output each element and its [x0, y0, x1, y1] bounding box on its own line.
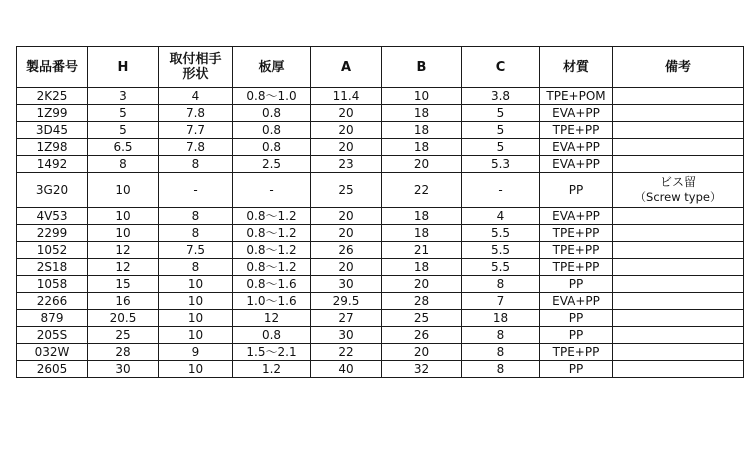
cell-product-number: 2299	[17, 225, 88, 242]
cell-remarks	[613, 327, 744, 344]
cell-c: 8	[462, 276, 540, 293]
cell-material: TPE+PP	[540, 122, 613, 139]
cell-a: 20	[311, 122, 382, 139]
cell-a: 22	[311, 344, 382, 361]
cell-c: 5.5	[462, 259, 540, 276]
cell-plate-thickness: 12	[233, 310, 311, 327]
cell-h: 25	[88, 327, 159, 344]
cell-material: EVA+PP	[540, 105, 613, 122]
cell-c: 18	[462, 310, 540, 327]
table-row	[17, 344, 744, 361]
cell-mounting-shape: 7.8	[159, 139, 233, 156]
cell-c: 5	[462, 105, 540, 122]
cell-remarks	[613, 361, 744, 378]
table-row	[17, 173, 744, 208]
header-mounting-shape-line: 形状	[182, 67, 209, 82]
table-row	[17, 122, 744, 139]
cell-h: 16	[88, 293, 159, 310]
cell-h: 15	[88, 276, 159, 293]
cell-product-number: 2605	[17, 361, 88, 378]
cell-mounting-shape: 7.7	[159, 122, 233, 139]
cell-plate-thickness: 1.2	[233, 361, 311, 378]
table-row	[17, 327, 744, 344]
cell-plate-thickness: 0.8～1.2	[233, 208, 311, 225]
cell-material: TPE+PP	[540, 242, 613, 259]
cell-material: TPE+POM	[540, 88, 613, 105]
cell-b: 10	[382, 88, 462, 105]
cell-material: PP	[540, 310, 613, 327]
cell-product-number: 3G20	[17, 173, 88, 208]
cell-product-number: 1052	[17, 242, 88, 259]
cell-a: 27	[311, 310, 382, 327]
cell-h: 5	[88, 122, 159, 139]
product-spec-table	[16, 46, 744, 378]
cell-h: 12	[88, 242, 159, 259]
cell-c: 4	[462, 208, 540, 225]
table-row	[17, 208, 744, 225]
header-a: A	[311, 47, 382, 88]
cell-b: 18	[382, 139, 462, 156]
cell-c: 8	[462, 344, 540, 361]
cell-product-number: 1Z98	[17, 139, 88, 156]
table-row	[17, 259, 744, 276]
cell-a: 11.4	[311, 88, 382, 105]
cell-plate-thickness: 0.8	[233, 105, 311, 122]
table-row	[17, 293, 744, 310]
cell-mounting-shape: 8	[159, 208, 233, 225]
cell-b: 20	[382, 276, 462, 293]
cell-remarks	[613, 293, 744, 310]
cell-plate-thickness: 0.8～1.2	[233, 225, 311, 242]
cell-plate-thickness: 2.5	[233, 156, 311, 173]
cell-product-number: 3D45	[17, 122, 88, 139]
cell-b: 26	[382, 327, 462, 344]
cell-remarks	[613, 208, 744, 225]
cell-c: 5.5	[462, 225, 540, 242]
cell-remarks	[613, 156, 744, 173]
cell-c: 5.5	[462, 242, 540, 259]
cell-remarks	[613, 225, 744, 242]
cell-product-number: 1492	[17, 156, 88, 173]
cell-mounting-shape: 7.5	[159, 242, 233, 259]
cell-remarks	[613, 105, 744, 122]
table-row	[17, 361, 744, 378]
cell-plate-thickness: 1.5～2.1	[233, 344, 311, 361]
cell-b: 20	[382, 344, 462, 361]
cell-c: 5	[462, 139, 540, 156]
cell-remarks	[613, 259, 744, 276]
header-mounting-shape-line: 取付相手	[169, 52, 222, 67]
header-remarks: 備考	[613, 47, 744, 88]
cell-a: 26	[311, 242, 382, 259]
cell-h: 28	[88, 344, 159, 361]
cell-product-number: 2K25	[17, 88, 88, 105]
cell-b: 28	[382, 293, 462, 310]
cell-remarks	[613, 139, 744, 156]
cell-plate-thickness: 0.8	[233, 122, 311, 139]
cell-mounting-shape: 10	[159, 310, 233, 327]
cell-h: 10	[88, 208, 159, 225]
cell-b: 20	[382, 156, 462, 173]
cell-plate-thickness: 0.8	[233, 139, 311, 156]
cell-c: 5.3	[462, 156, 540, 173]
cell-product-number: 1058	[17, 276, 88, 293]
cell-a: 29.5	[311, 293, 382, 310]
cell-material: EVA+PP	[540, 293, 613, 310]
cell-material: PP	[540, 361, 613, 378]
cell-a: 40	[311, 361, 382, 378]
header-row	[17, 47, 744, 88]
cell-remarks	[613, 122, 744, 139]
cell-plate-thickness: 1.0～1.6	[233, 293, 311, 310]
table-row	[17, 139, 744, 156]
cell-material: EVA+PP	[540, 156, 613, 173]
cell-a: 20	[311, 259, 382, 276]
cell-plate-thickness: -	[233, 173, 311, 208]
cell-h: 10	[88, 173, 159, 208]
cell-plate-thickness: 0.8～1.2	[233, 242, 311, 259]
table-row	[17, 105, 744, 122]
cell-mounting-shape: 8	[159, 259, 233, 276]
cell-c: 8	[462, 327, 540, 344]
cell-product-number: 2S18	[17, 259, 88, 276]
cell-mounting-shape: 4	[159, 88, 233, 105]
cell-a: 30	[311, 276, 382, 293]
cell-remarks	[613, 276, 744, 293]
cell-material: EVA+PP	[540, 208, 613, 225]
cell-material: TPE+PP	[540, 259, 613, 276]
table-body	[17, 88, 744, 378]
table-row	[17, 276, 744, 293]
cell-b: 21	[382, 242, 462, 259]
cell-c: 7	[462, 293, 540, 310]
cell-b: 18	[382, 225, 462, 242]
cell-product-number: 879	[17, 310, 88, 327]
cell-h: 5	[88, 105, 159, 122]
header-c: C	[462, 47, 540, 88]
cell-c: 3.8	[462, 88, 540, 105]
cell-plate-thickness: 0.8	[233, 327, 311, 344]
cell-h: 20.5	[88, 310, 159, 327]
cell-remarks	[613, 310, 744, 327]
cell-material: PP	[540, 327, 613, 344]
cell-mounting-shape: 8	[159, 225, 233, 242]
cell-plate-thickness: 0.8～1.0	[233, 88, 311, 105]
cell-material: PP	[540, 276, 613, 293]
cell-product-number: 205S	[17, 327, 88, 344]
cell-product-number: 1Z99	[17, 105, 88, 122]
header-mounting-shape	[159, 47, 233, 88]
cell-a: 20	[311, 225, 382, 242]
cell-plate-thickness: 0.8～1.6	[233, 276, 311, 293]
cell-c: -	[462, 173, 540, 208]
cell-remarks	[613, 242, 744, 259]
cell-plate-thickness: 0.8～1.2	[233, 259, 311, 276]
cell-product-number: 4V53	[17, 208, 88, 225]
table-row	[17, 88, 744, 105]
cell-a: 25	[311, 173, 382, 208]
cell-b: 32	[382, 361, 462, 378]
cell-material: EVA+PP	[540, 139, 613, 156]
header-b: B	[382, 47, 462, 88]
cell-c: 5	[462, 122, 540, 139]
header-product-number: 製品番号	[17, 47, 88, 88]
table-header	[17, 47, 744, 88]
table-row	[17, 310, 744, 327]
cell-a: 23	[311, 156, 382, 173]
cell-b: 18	[382, 208, 462, 225]
header-plate-thickness: 板厚	[233, 47, 311, 88]
cell-a: 20	[311, 208, 382, 225]
cell-remarks-line: ビス留	[659, 175, 696, 189]
cell-h: 30	[88, 361, 159, 378]
cell-mounting-shape: 8	[159, 156, 233, 173]
table-row	[17, 242, 744, 259]
cell-h: 6.5	[88, 139, 159, 156]
cell-mounting-shape: 9	[159, 344, 233, 361]
cell-product-number: 032W	[17, 344, 88, 361]
cell-mounting-shape: 7.8	[159, 105, 233, 122]
cell-b: 18	[382, 122, 462, 139]
cell-material: TPE+PP	[540, 225, 613, 242]
cell-a: 20	[311, 139, 382, 156]
cell-remarks	[613, 173, 744, 208]
cell-mounting-shape: 10	[159, 361, 233, 378]
table-row	[17, 156, 744, 173]
header-material: 材質	[540, 47, 613, 88]
cell-c: 8	[462, 361, 540, 378]
cell-b: 25	[382, 310, 462, 327]
cell-remarks	[613, 88, 744, 105]
cell-mounting-shape: -	[159, 173, 233, 208]
cell-mounting-shape: 10	[159, 293, 233, 310]
cell-h: 3	[88, 88, 159, 105]
cell-b: 18	[382, 259, 462, 276]
cell-remarks	[613, 344, 744, 361]
cell-material: TPE+PP	[540, 344, 613, 361]
cell-h: 10	[88, 225, 159, 242]
cell-mounting-shape: 10	[159, 276, 233, 293]
cell-a: 20	[311, 105, 382, 122]
cell-b: 22	[382, 173, 462, 208]
table-row	[17, 225, 744, 242]
header-h: H	[88, 47, 159, 88]
cell-h: 8	[88, 156, 159, 173]
cell-h: 12	[88, 259, 159, 276]
cell-product-number: 2266	[17, 293, 88, 310]
cell-mounting-shape: 10	[159, 327, 233, 344]
cell-material: PP	[540, 173, 613, 208]
cell-b: 18	[382, 105, 462, 122]
cell-remarks-line: （Screw type）	[634, 190, 722, 204]
cell-a: 30	[311, 327, 382, 344]
